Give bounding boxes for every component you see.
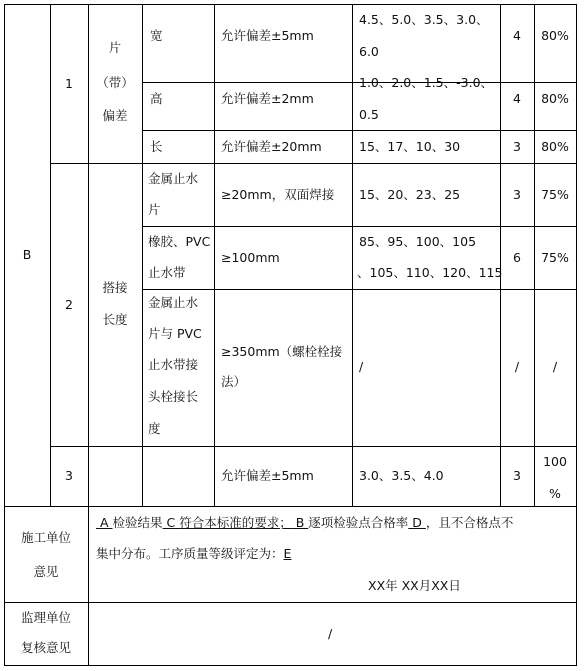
sub-item: 金属止水 xyxy=(148,295,199,310)
sub-item: 橡胶、PVC xyxy=(148,234,211,249)
row-number: 2 xyxy=(65,297,73,312)
fill-blank: E xyxy=(283,546,292,561)
opinion-text: ，且不合格点不 xyxy=(425,515,514,530)
pass-rate: 80% xyxy=(541,139,569,154)
requirement: ≥100mm xyxy=(221,250,280,265)
row-number: 3 xyxy=(65,468,73,483)
pass-rate: 80% xyxy=(541,28,569,43)
sub-item: 高 xyxy=(150,91,163,106)
sub-item: 止水带 xyxy=(148,265,186,280)
pass-rate: 80% xyxy=(541,91,569,106)
opinion-text: ； xyxy=(279,515,292,530)
measured-values: 0.5 xyxy=(359,107,379,122)
item-name: 搭接 xyxy=(102,280,128,295)
column-divider xyxy=(142,4,143,507)
measured-values: 3.0、3.5、4.0 xyxy=(359,468,444,483)
fill-blank: B xyxy=(291,515,309,530)
item-name: （带） xyxy=(96,75,134,90)
fill-blank: C xyxy=(162,515,180,530)
construction-opinion-line xyxy=(96,509,513,537)
fill-blank: A xyxy=(96,515,113,530)
sub-item: 宽 xyxy=(150,28,163,43)
opinion-text: 检验结果 xyxy=(112,515,163,530)
row-divider xyxy=(50,163,577,164)
requirement: 法） xyxy=(221,374,247,389)
row-divider xyxy=(142,289,577,290)
measured-values: 15、17、10、30 xyxy=(359,139,461,154)
item-name: 偏差 xyxy=(102,108,128,123)
construction-label: 意见 xyxy=(33,564,59,579)
row-divider xyxy=(50,446,577,447)
row-divider xyxy=(142,130,577,131)
border-right xyxy=(576,4,577,666)
measured-values: 85、95、100、105 xyxy=(359,234,477,249)
item-name: 片 xyxy=(108,40,122,55)
requirement: 允许偏差±5mm xyxy=(221,28,314,43)
opinion-text: 符合本标准的要求 xyxy=(179,515,280,530)
pass-rate: 75% xyxy=(541,187,569,202)
section-divider xyxy=(4,602,577,603)
requirement: 允许偏差±2mm xyxy=(221,91,314,106)
row-number: 1 xyxy=(65,76,73,91)
supervision-label: 复核意见 xyxy=(20,640,71,655)
border-bottom xyxy=(4,665,577,666)
pass-rate: 100 xyxy=(543,454,567,469)
point-count: 4 xyxy=(513,91,521,106)
measured-values: 15、20、23、25 xyxy=(359,187,461,202)
border-top xyxy=(4,4,577,5)
pass-rate: % xyxy=(549,486,561,501)
sub-item: 头栓接长 xyxy=(148,389,199,404)
pass-rate: 75% xyxy=(541,250,569,265)
point-count: 3 xyxy=(513,187,521,202)
supervision-value: / xyxy=(328,626,333,641)
requirement: ≥20mm，双面焊接 xyxy=(221,187,335,202)
column-divider xyxy=(214,4,215,507)
requirement: ≥350mm（螺栓栓接 xyxy=(221,344,343,359)
point-count: 6 xyxy=(513,250,521,265)
measured-values: 1.0、2.0、1.5、-3.0、 xyxy=(359,75,494,90)
requirement: 允许偏差±5mm xyxy=(221,468,314,483)
sub-item: 片 xyxy=(148,202,161,217)
sub-item: 度 xyxy=(148,421,161,436)
sub-item: 止水带接 xyxy=(148,357,199,372)
item-name: 长度 xyxy=(102,312,128,327)
point-count: 4 xyxy=(513,28,521,43)
measured-values: 4.5、5.0、3.5、3.0、 xyxy=(359,12,489,27)
pass-rate: / xyxy=(552,359,558,374)
point-count: 3 xyxy=(513,139,521,154)
measured-values: 6.0 xyxy=(359,44,379,59)
row-divider xyxy=(142,226,577,227)
point-count: / xyxy=(514,359,520,374)
measured-values: / xyxy=(359,359,364,374)
construction-label: 施工单位 xyxy=(20,530,71,545)
opinion-text: 逐项检验点合格率 xyxy=(308,515,409,530)
point-count: 3 xyxy=(513,468,521,483)
opinion-date: XX年 XX月XX日 xyxy=(368,578,461,593)
requirement: 允许偏差±20mm xyxy=(221,139,322,154)
construction-opinion-line xyxy=(96,540,291,568)
measured-values: 、105、110、120、115 xyxy=(357,265,503,280)
sub-item: 片与 PVC xyxy=(148,326,202,341)
sub-item: 长 xyxy=(150,139,163,154)
column-divider xyxy=(352,4,353,507)
sub-item: 金属止水 xyxy=(148,171,199,186)
supervision-label: 监理单位 xyxy=(20,610,71,625)
section-divider xyxy=(4,506,577,507)
fill-blank: D xyxy=(408,515,426,530)
opinion-text: 集中分布。工序质量等级评定为： xyxy=(96,546,284,561)
group-label: B xyxy=(22,247,32,262)
